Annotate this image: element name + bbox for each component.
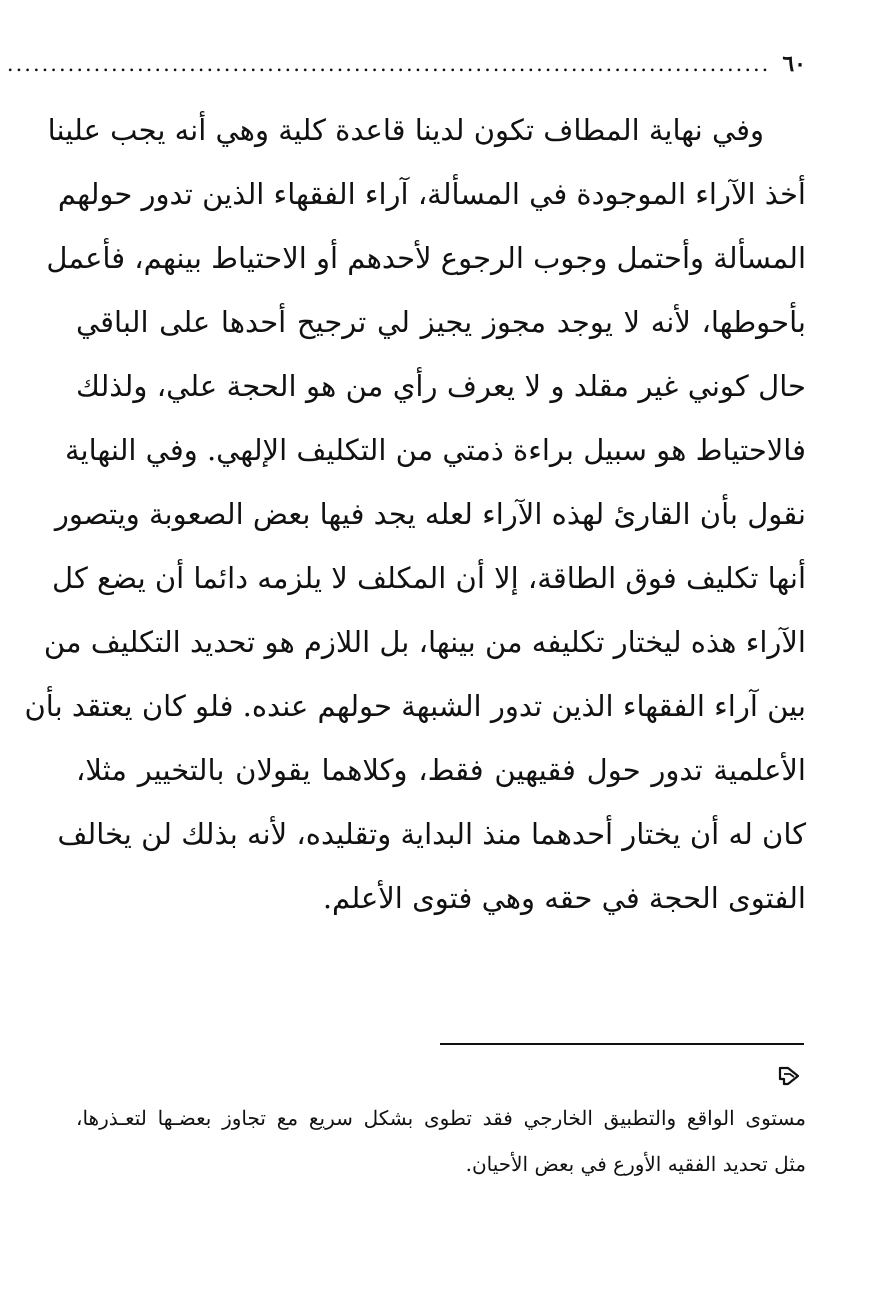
body-line: وفي نهاية المطاف تكون لدينا قاعدة كلية وهي أنه يجب علينا [47, 113, 764, 147]
footnote-line: مستوى الواقع والتطبيق الخارجي فقد تطوى بشكل سريع مع تجاوز بعضـها لتعـذرها، [76, 1106, 806, 1130]
body-line: المسألة وأحتمل وجوب الرجوع لأحدهم أو الاحتياط بينهم، فأعمل [46, 241, 806, 275]
dot-leader: ........................................................................................ [6, 52, 771, 76]
body-line: فالاحتياط هو سبيل براءة ذمتي من التكليف الإلهي. وفي النهاية [65, 433, 806, 467]
body-line: الفتوى الحجة في حقه وهي فتوى الأعلم. [322, 881, 806, 915]
body-line: نقول بأن القارئ لهذه الآراء لعله يجد فيها بعض الصعوبة ويتصور [54, 497, 806, 531]
body-line: أنها تكليف فوق الطاقة، إلا أن المكلف لا يلزمه دائما أن يضع كل [52, 561, 806, 595]
footnote-line: مثل تحديد الفقيه الأورع في بعض الأحيان. [465, 1152, 806, 1176]
body-line: بين آراء الفقهاء الذين تدور الشبهة حولهم عنده. فلو كان يعتقد بأن [24, 689, 806, 723]
body-line: أخذ الآراء الموجودة في المسألة، آراء الفقهاء الذين تدور حولهم [57, 177, 806, 211]
body-line: بأحوطها، لأنه لا يوجد مجوز يجيز لي ترجيح أحدها على الباقي [76, 305, 806, 339]
footnote-separator [440, 1043, 804, 1045]
pointing-hand-icon-glyph [776, 1062, 804, 1090]
body-line: الأعلمية تدور حول فقيهين فقط، وكلاهما يقولان بالتخيير مثلا، [76, 753, 806, 787]
body-line: كان له أن يختار أحدهما منذ البداية وتقليده، لأنه بذلك لن يخالف [57, 817, 806, 851]
footnote [76, 1095, 806, 1187]
page-number: ٦٠ [782, 51, 806, 77]
pointing-hand-icon [776, 1062, 804, 1090]
body-line: حال كوني غير مقلد و لا يعرف رأي من هو الحجة علي، ولذلك [76, 369, 806, 403]
body-paragraph [24, 98, 806, 930]
running-title [0, 52, 1, 77]
body-line: الآراء هذه ليختار تكليفه من بينها، بل اللازم هو تحديد التكليف من [43, 625, 806, 659]
running-header [6, 44, 806, 84]
